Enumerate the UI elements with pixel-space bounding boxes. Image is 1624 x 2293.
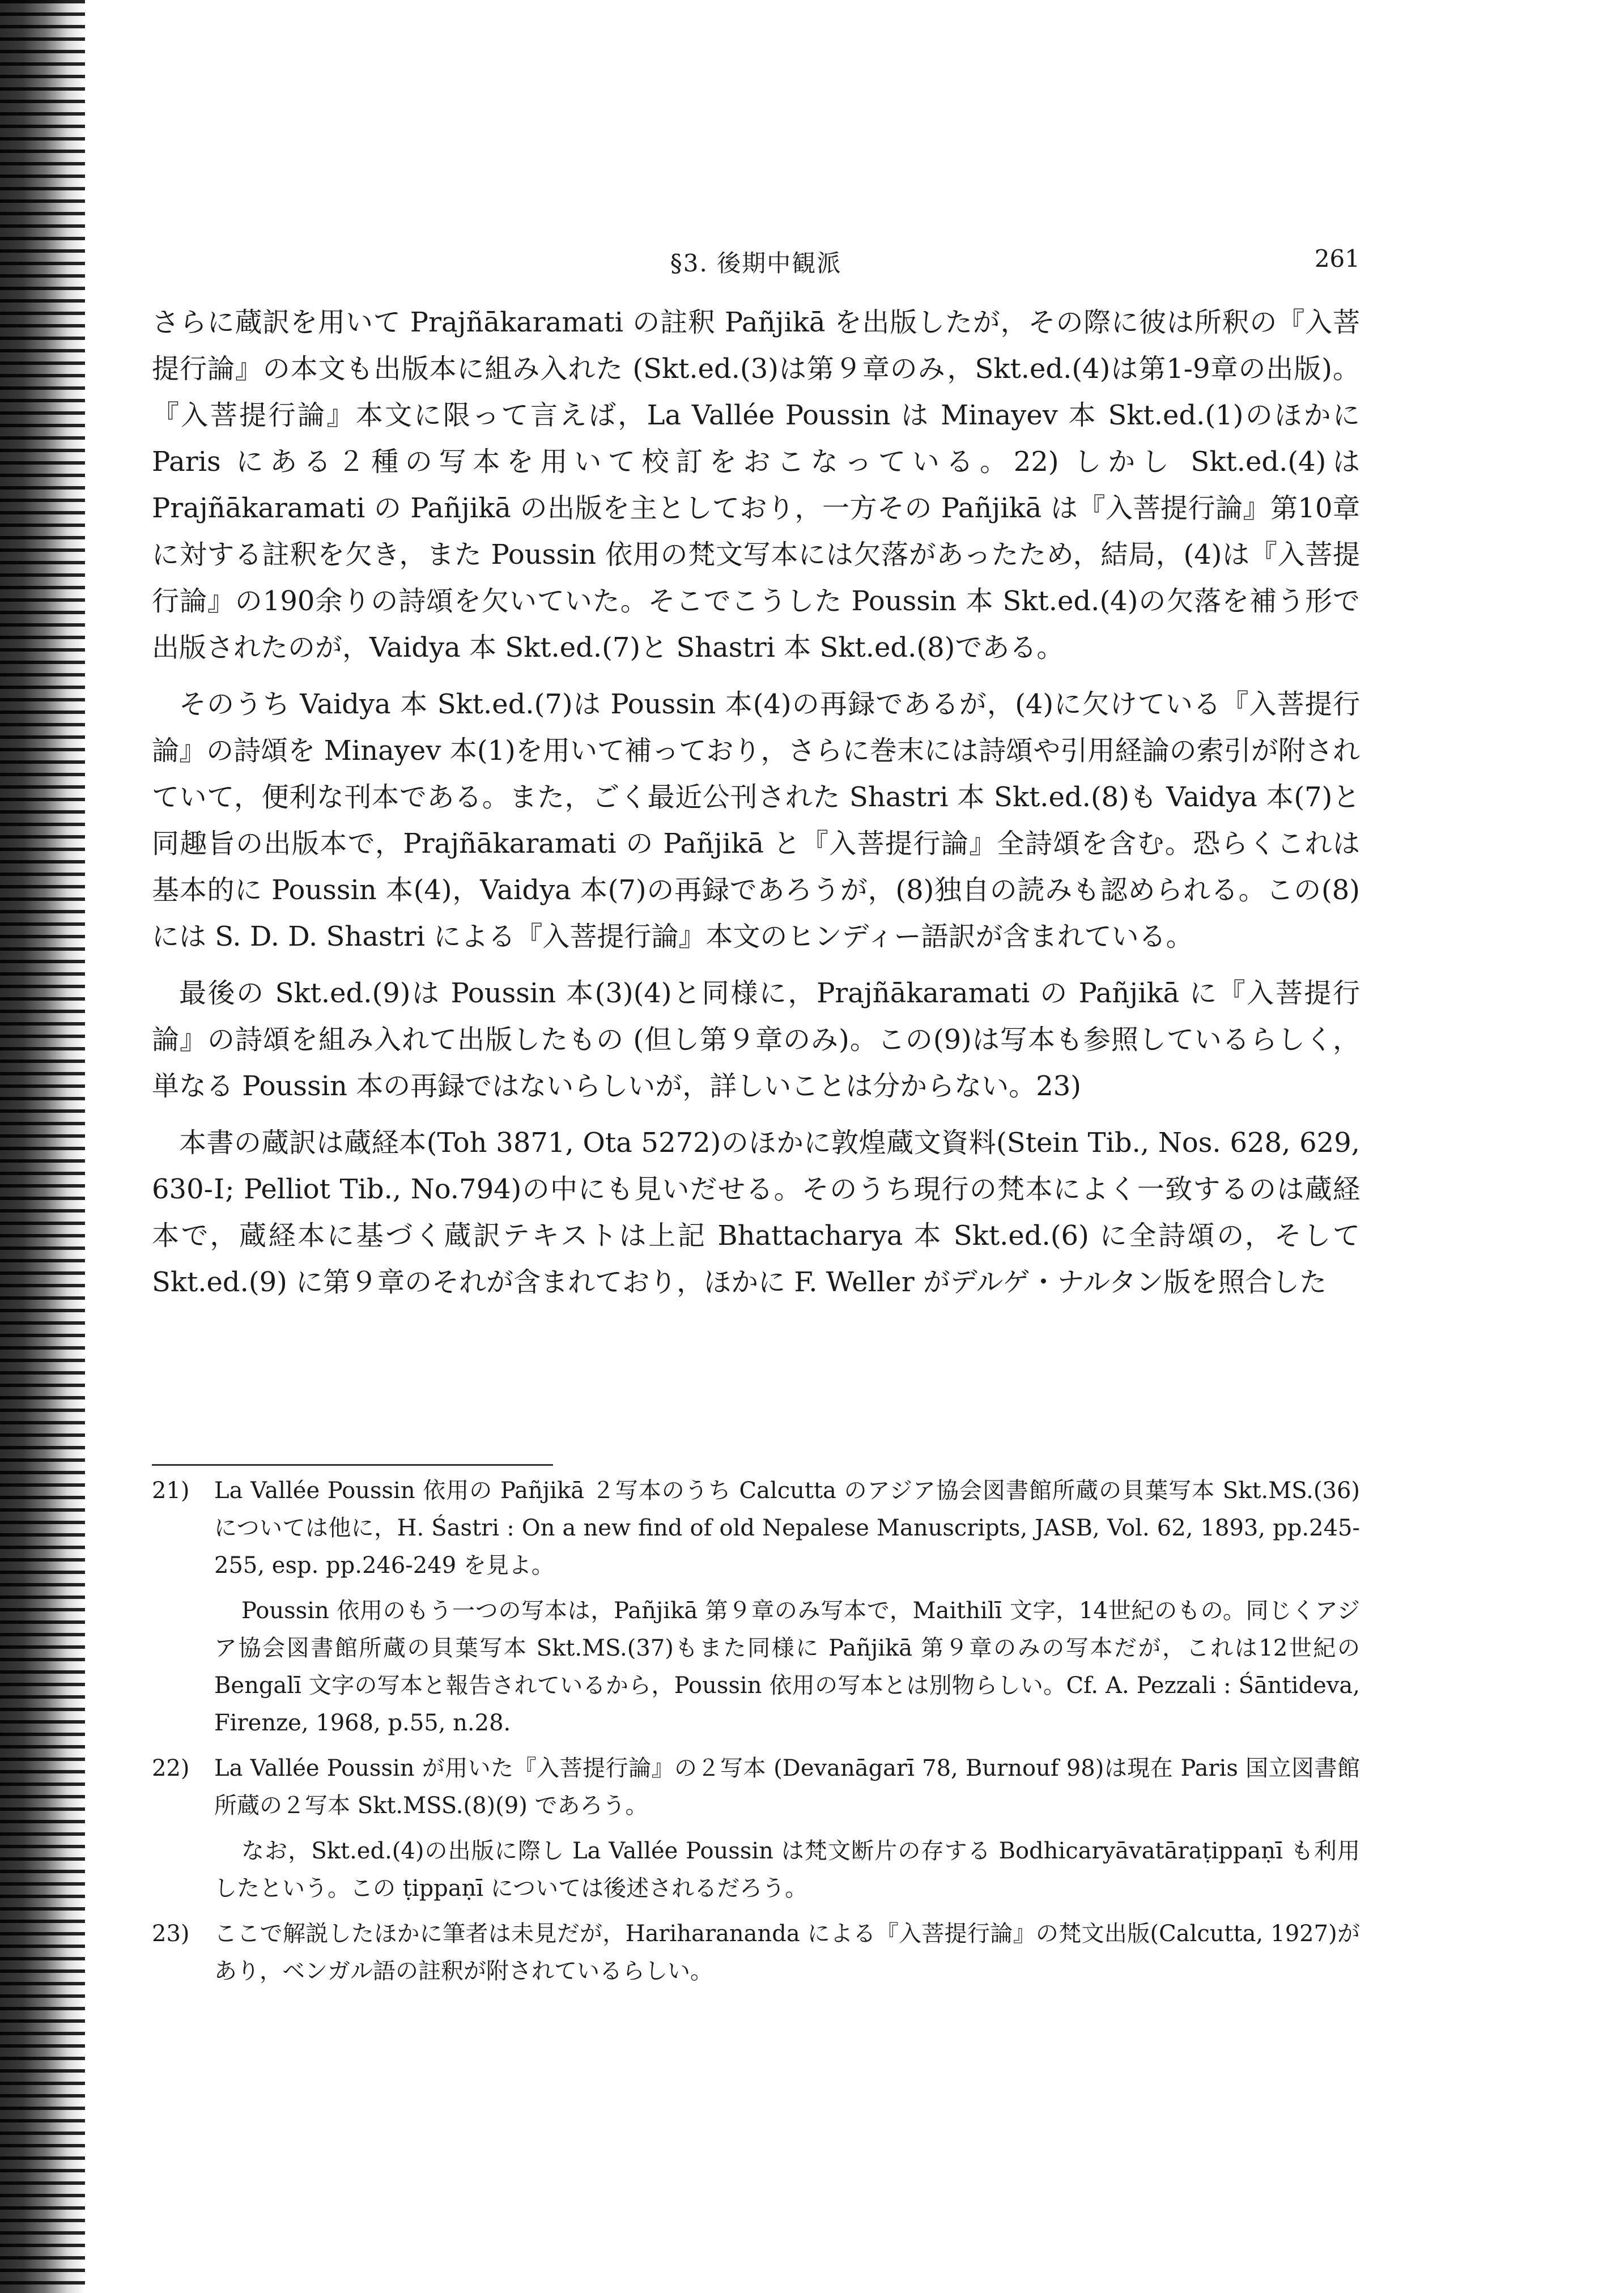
footnote-rule: [152, 1464, 553, 1466]
footnote-text: ここで解説したほかに筆者は未見だが，Hariharananda による『入菩提行論』の梵文出版(Calcutta, 1927)があり，ベンガル語の註釈が附されているらしい。: [214, 1921, 1360, 1984]
footnote-number: 22): [152, 1755, 190, 1781]
paragraph-3: 最後の Skt.ed.(9)は Poussin 本(3)(4)と同様に，Prajñākaramati の Pañjikā に『入菩提行論』の詩頌を組み入れて出版したもの (但し第９章のみ)。この(9)は写本も参照しているらしく，単なる Poussin 本の再録ではないらしいが，詳しいことは分からない。23): [152, 977, 1360, 1102]
page-number: 261: [1314, 245, 1360, 273]
footnote-number: 23): [152, 1921, 190, 1947]
footnote-text: La Vallée Poussin 依用の Pañjikā ２写本のうち Calcutta のアジア協会図書館所蔵の貝葉写本 Skt.MS.(36)については他に，H. Śastri : On a new find of old Nepalese Manuscripts, JASB, Vol. 62, 1893, pp.245-255, esp. pp.246-249 を見よ。: [214, 1478, 1360, 1579]
footnote-22: [152, 1750, 1360, 1824]
running-head: §3. 後期中観派: [670, 249, 842, 277]
scan-edge: [0, 0, 85, 2293]
paragraph-2: そのうち Vaidya 本 Skt.ed.(7)は Poussin 本(4)の再録であるが，(4)に欠けている『入菩提行論』の詩頌を Minayev 本(1)を用いて補っており，さらに巻末には詩頌や引用経論の索引が附されていて，便利な刊本である。また，ごく最近公刊された Shastri 本 Skt.ed.(8)も Vaidya 本(7)と同趣旨の出版本で，Prajñākaramati の Pañjikā と『入菩提行論』全詩頌を含む。恐らくこれは基本的に Poussin 本(4)，Vaidya 本(7)の再録であろうが，(8)独自の読みも認められる。この(8)には S. D. D. Shastri による『入菩提行論』本文のヒンディー語訳が含まれている。: [152, 688, 1360, 952]
footnotes: [152, 1472, 1360, 1998]
main-text: [152, 299, 1360, 1316]
footnote-number: 21): [152, 1478, 190, 1504]
footnote-text: La Vallée Poussin が用いた『入菩提行論』の２写本 (Devanāgarī 78, Burnouf 98)は現在 Paris 国立図書館所蔵の２写本 Skt.MSS.(8)(9) であろう。: [214, 1755, 1360, 1819]
footnote-continuation: Poussin 依用のもう一つの写本は，Pañjikā 第９章のみ写本で，Maithilī 文字，14世紀のもの。同じくアジア協会図書館所蔵の貝葉写本 Skt.MS.(37)もまた同様に Pañjikā 第９章のみの写本だが，これは12世紀の Bengalī 文字の写本と報告されているから，Poussin 依用の写本とは別物らしい。Cf. A. Pezzali : Śāntideva, Firenze, 1968, p.55, n.28.: [214, 1598, 1360, 1736]
footnote-continuation: なお，Skt.ed.(4)の出版に際し La Vallée Poussin は梵文断片の存する Bodhicaryāvatāraṭippaṇī も利用したという。この ṭippaṇī については後述されるだろう。: [214, 1838, 1360, 1901]
paragraph-4: 本書の蔵訳は蔵経本(Toh 3871, Ota 5272)のほかに敦煌蔵文資料(Stein Tib., Nos. 628, 629, 630-Ⅰ; Pelliot Tib., No.794)の中にも見いだせる。そのうち現行の梵本によく一致するのは蔵経本で，蔵経本に基づく蔵訳テキストは上記 Bhattacharya 本 Skt.ed.(6) に全詩頌の，そして Skt.ed.(9) に第９章のそれが含まれており，ほかに F. Weller がデルゲ・ナルタン版を照合した: [152, 1127, 1360, 1298]
paragraph-1: さらに蔵訳を用いて Prajñākaramati の註釈 Pañjikā を出版したが，その際に彼は所釈の『入菩提行論』の本文も出版本に組み入れた (Skt.ed.(3)は第９章のみ，Skt.ed.(4)は第1-9章の出版)。『入菩提行論』本文に限って言えば，La Vallée Poussin は Minayev 本 Skt.ed.(1)のほかに Paris にある２種の写本を用いて校訂をおこなっている。22) しかし Skt.ed.(4)は Prajñākaramati の Pañjikā の出版を主としており，一方その Pañjikā は『入菩提行論』第10章に対する註釈を欠き，また Poussin 依用の梵文写本には欠落があったため，結局，(4)は『入菩提行論』の190余りの詩頌を欠いていた。そこでこうした Poussin 本 Skt.ed.(4)の欠落を補う形で出版されたのが，Vaidya 本 Skt.ed.(7)と Shastri 本 Skt.ed.(8)である。: [152, 307, 1360, 663]
footnote-21: [152, 1472, 1360, 1584]
page-header: [152, 245, 1360, 284]
footnote-23: [152, 1915, 1360, 1990]
